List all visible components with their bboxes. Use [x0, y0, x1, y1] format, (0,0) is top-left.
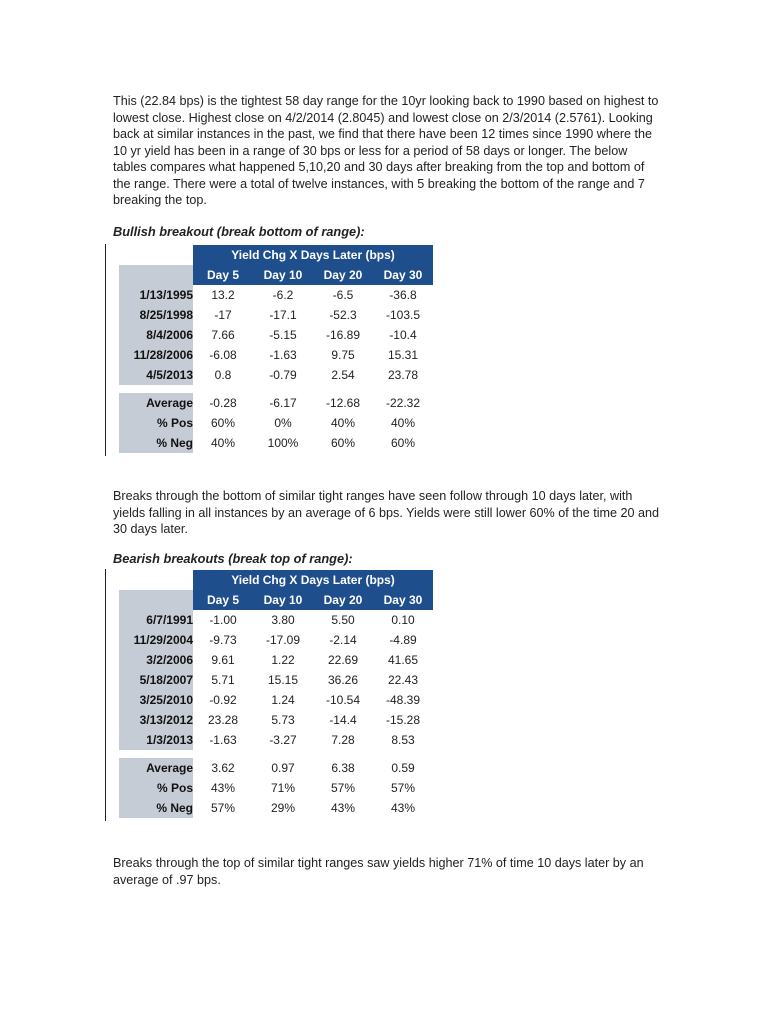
- table-cell: -36.8: [389, 288, 417, 302]
- table-cell: -15.28: [385, 713, 421, 727]
- table-cell: 60%: [330, 436, 356, 450]
- table-cell: -6.17: [269, 396, 297, 410]
- row-label: 4/5/2013: [119, 365, 193, 385]
- gap-cell: [193, 750, 253, 758]
- row-label: 11/28/2006: [119, 345, 193, 365]
- intro-paragraph: This (22.84 bps) is the tightest 58 day range for the 10yr looking back to 1990 based on highest to lowest close. Highest close on 4/2/2014 (2.8045) and lowest close on 2/3/2014 (2.5761). Looking back at similar instances in the past, we find that there have been 12 times since 1990 where the 10 yr yield has been in a range of 30 bps or less for a period of 58 days or longer. The below tables compares what happened 5,10,20 and 30 days after breaking from the top and bottom of the range. There were a total of twelve instances, with 5 breaking the bottom of the range and 7 breaking the top.: [113, 94, 659, 207]
- row-label: 3/25/2010: [119, 690, 193, 710]
- table-cell: 57%: [390, 781, 416, 795]
- table-row: [119, 325, 433, 345]
- table-cell: -4.89: [389, 633, 417, 647]
- table-cell: 22.43: [387, 673, 419, 687]
- table-cell: 7.28: [331, 733, 355, 747]
- table-cell: -3.27: [269, 733, 297, 747]
- table-cell: 15.31: [387, 348, 419, 362]
- table-cell: 43%: [330, 801, 356, 815]
- table-cell: 40%: [330, 416, 356, 430]
- table-row: [119, 610, 433, 630]
- table-cell: 43%: [390, 801, 416, 815]
- table-cell: 100%: [267, 436, 299, 450]
- table-cell: -52.3: [329, 308, 357, 322]
- table-cell: 71%: [270, 781, 296, 795]
- table-title: Yield Chg X Days Later (bps): [193, 570, 433, 590]
- table-row: [119, 305, 433, 325]
- table-cell: -12.68: [325, 396, 361, 410]
- row-label: 8/25/1998: [119, 305, 193, 325]
- bearish-margin-line: [105, 569, 106, 821]
- column-header: Day 5: [193, 265, 253, 285]
- table-row: [119, 630, 433, 650]
- row-label: % Neg: [119, 433, 193, 453]
- bearish-heading: Bearish breakouts (break top of range):: [113, 551, 353, 566]
- table-cell: 43%: [210, 781, 236, 795]
- table-cell: 6.38: [331, 761, 355, 775]
- row-label: % Pos: [119, 413, 193, 433]
- table-cell: -16.89: [325, 328, 361, 342]
- gap-cell: [119, 385, 193, 393]
- row-label: Average: [119, 758, 193, 778]
- gap-cell: [313, 385, 373, 393]
- gap-cell: [313, 750, 373, 758]
- gap-cell: [253, 750, 313, 758]
- row-label: 6/7/1991: [119, 610, 193, 630]
- column-header: Day 30: [373, 265, 433, 285]
- stat-row: [119, 758, 433, 778]
- table-cell: 0%: [274, 416, 292, 430]
- table-cell: 7.66: [211, 328, 235, 342]
- column-header: Day 20: [313, 590, 373, 610]
- table-corner: [119, 265, 193, 285]
- table-cell: 0.10: [391, 613, 415, 627]
- table-row: [119, 365, 433, 385]
- bearish-note: Breaks through the top of similar tight ranges saw yields higher 71% of time 10 days later by an average of .97 bps.: [113, 856, 644, 887]
- gap-cell: [193, 385, 253, 393]
- row-label: 8/4/2006: [119, 325, 193, 345]
- table-row: [119, 730, 433, 750]
- table-title: Yield Chg X Days Later (bps): [193, 245, 433, 265]
- table-cell: 57%: [330, 781, 356, 795]
- row-label: 1/13/1995: [119, 285, 193, 305]
- table-cell: 0.8: [214, 368, 232, 382]
- table-cell: 3.62: [211, 761, 235, 775]
- row-label: 1/3/2013: [119, 730, 193, 750]
- bullish-heading: Bullish breakout (break bottom of range):: [113, 224, 365, 239]
- table-row: [119, 650, 433, 670]
- table-title-spacer: [119, 570, 193, 590]
- table-cell: 60%: [390, 436, 416, 450]
- table-title-spacer: [119, 245, 193, 265]
- column-header: Day 30: [373, 590, 433, 610]
- gap-cell: [119, 750, 193, 758]
- table-cell: -5.15: [269, 328, 297, 342]
- table-cell: 2.54: [331, 368, 355, 382]
- table-cell: 36.26: [327, 673, 359, 687]
- table-cell: -103.5: [385, 308, 421, 322]
- table-cell: 5.73: [271, 713, 295, 727]
- column-header: Day 20: [313, 265, 373, 285]
- table-cell: 8.53: [391, 733, 415, 747]
- table-cell: 23.28: [207, 713, 239, 727]
- table-cell: -17: [214, 308, 232, 322]
- table-cell: -0.92: [209, 693, 237, 707]
- table-cell: 5.50: [331, 613, 355, 627]
- table-cell: -2.14: [329, 633, 357, 647]
- table-cell: 15.15: [267, 673, 299, 687]
- table-gap: [119, 750, 433, 758]
- table-cell: 57%: [210, 801, 236, 815]
- table-gap: [119, 385, 433, 393]
- gap-cell: [373, 750, 433, 758]
- table-cell: 22.69: [327, 653, 359, 667]
- table-cell: -10.4: [389, 328, 417, 342]
- bullish-margin-line: [105, 244, 106, 456]
- stat-row: [119, 413, 433, 433]
- table-cell: 13.2: [211, 288, 235, 302]
- table-cell: -48.39: [385, 693, 421, 707]
- row-label: % Neg: [119, 798, 193, 818]
- bearish-table: [119, 570, 433, 818]
- table-cell: 41.65: [387, 653, 419, 667]
- table-cell: 40%: [390, 416, 416, 430]
- table-cell: 1.22: [271, 653, 295, 667]
- table-row: [119, 285, 433, 305]
- table-cell: -0.79: [269, 368, 297, 382]
- bullish-note: Breaks through the bottom of similar tight ranges have seen follow through 10 days later, with yields falling in all instances by an average of 6 bps. Yields were still lower 60% of the time 20 and 30 days later.: [113, 489, 660, 536]
- table-cell: -1.63: [209, 733, 237, 747]
- table-cell: -14.4: [329, 713, 357, 727]
- bullish-table: [119, 245, 433, 453]
- table-cell: 3.80: [271, 613, 295, 627]
- column-header: Day 5: [193, 590, 253, 610]
- stat-row: [119, 433, 433, 453]
- table-corner: [119, 590, 193, 610]
- row-label: 3/13/2012: [119, 710, 193, 730]
- gap-cell: [253, 385, 313, 393]
- table-row: [119, 345, 433, 365]
- table-cell: 29%: [270, 801, 296, 815]
- row-label: 3/2/2006: [119, 650, 193, 670]
- table-cell: -6.5: [332, 288, 354, 302]
- column-header: Day 10: [253, 265, 313, 285]
- table-cell: -0.28: [209, 396, 237, 410]
- table-cell: -9.73: [209, 633, 237, 647]
- table-cell: -6.2: [272, 288, 294, 302]
- table-cell: 23.78: [387, 368, 419, 382]
- table-cell: -6.08: [209, 348, 237, 362]
- table-cell: -22.32: [385, 396, 421, 410]
- table-cell: 5.71: [211, 673, 235, 687]
- row-label: 5/18/2007: [119, 670, 193, 690]
- stat-row: [119, 798, 433, 818]
- table-cell: -17.09: [265, 633, 301, 647]
- gap-cell: [373, 385, 433, 393]
- table-cell: 0.59: [391, 761, 415, 775]
- table-cell: 1.24: [271, 693, 295, 707]
- column-header: Day 10: [253, 590, 313, 610]
- table-row: [119, 710, 433, 730]
- table-cell: 9.61: [211, 653, 235, 667]
- table-cell: 60%: [210, 416, 236, 430]
- table-cell: -1.63: [269, 348, 297, 362]
- table-row: [119, 690, 433, 710]
- row-label: 11/29/2004: [119, 630, 193, 650]
- table-cell: -10.54: [325, 693, 361, 707]
- row-label: Average: [119, 393, 193, 413]
- stat-row: [119, 393, 433, 413]
- table-cell: -1.00: [209, 613, 237, 627]
- table-row: [119, 670, 433, 690]
- row-label: % Pos: [119, 778, 193, 798]
- table-cell: 40%: [210, 436, 236, 450]
- stat-row: [119, 778, 433, 798]
- table-cell: 0.97: [271, 761, 295, 775]
- table-cell: -17.1: [269, 308, 297, 322]
- table-cell: 9.75: [331, 348, 355, 362]
